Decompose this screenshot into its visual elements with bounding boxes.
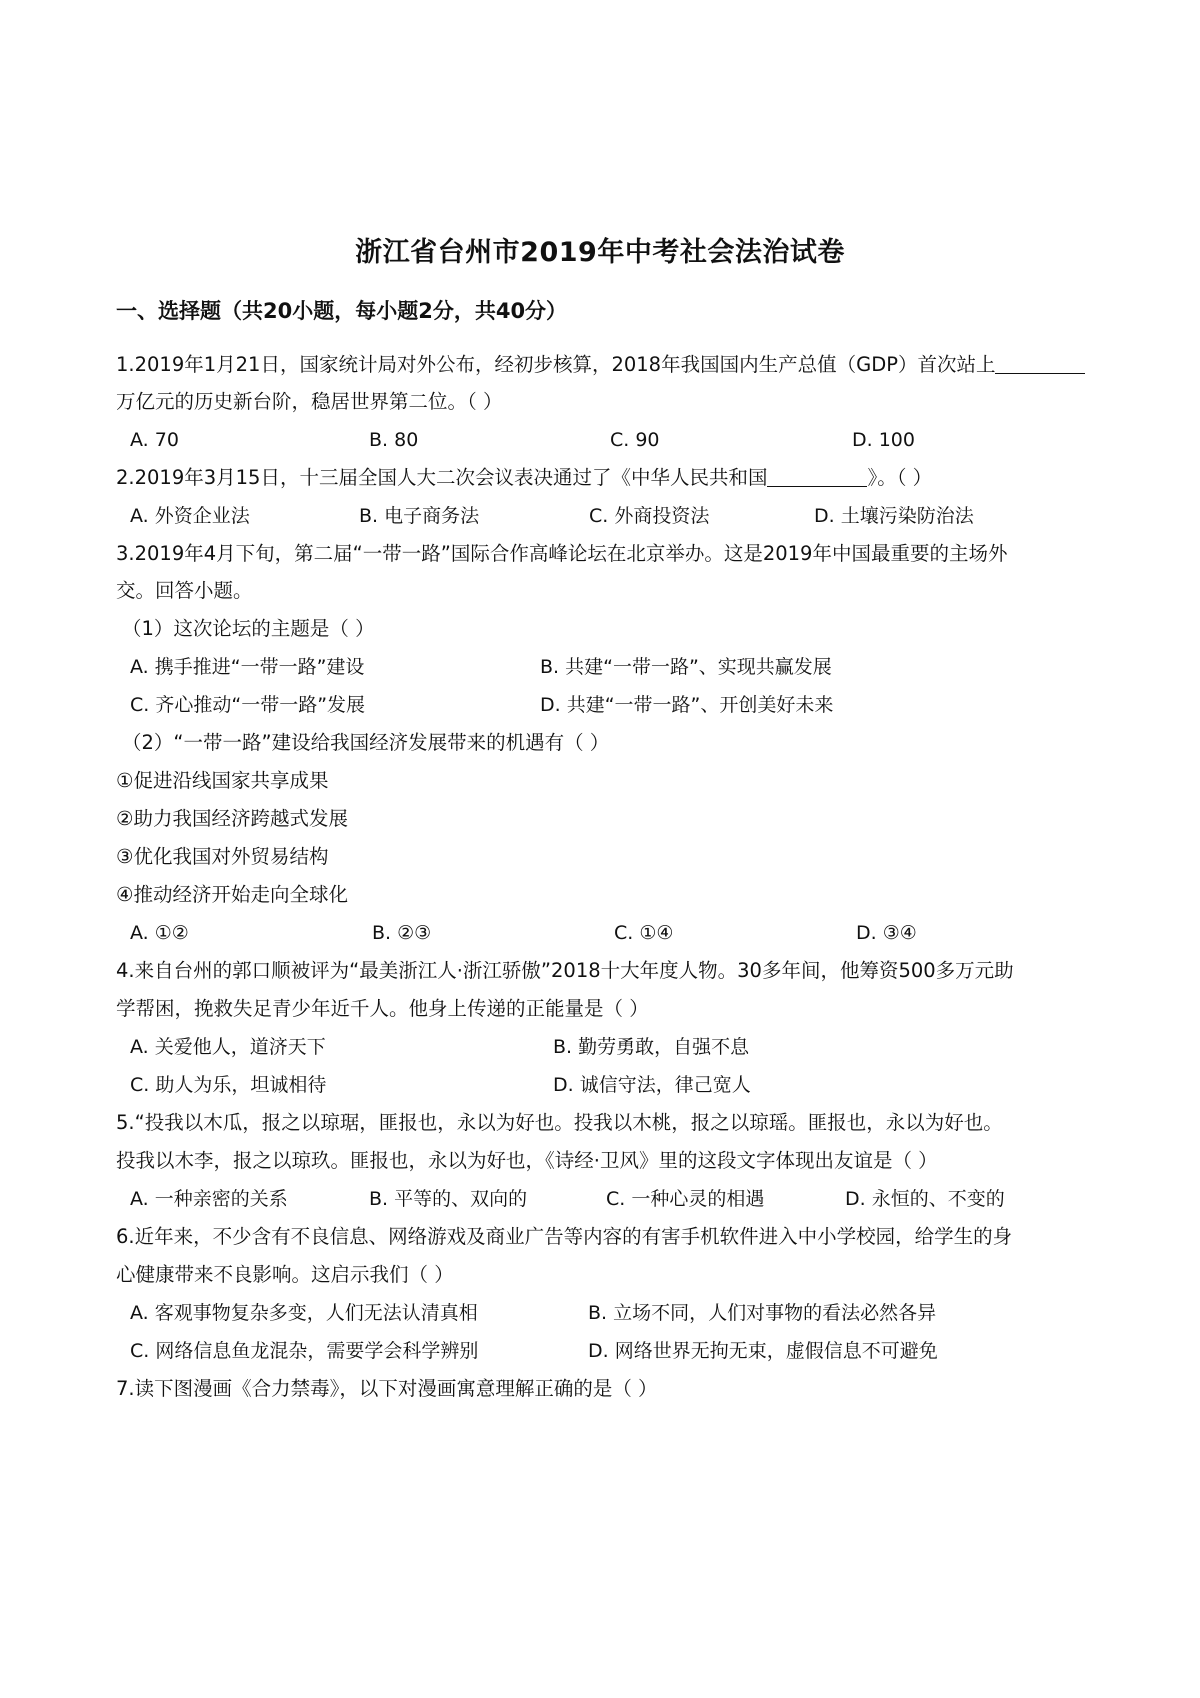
q3-statement-4: ④推动经济开始走向全球化 (116, 883, 348, 906)
q1-text: 1.2019年1月21日，国家统计局对外公布，经初步核算，2018年我国国内生产总值（GDP）首次站上 (116, 353, 996, 376)
q7-stem: 7.读下图漫画《合力禁毒》，以下对漫画寓意理解正确的是（ ） (116, 1377, 658, 1400)
q3-sub1-option-b: B. 共建“一带一路”、实现共赢发展 (540, 656, 832, 678)
q3-sub1-option-c: C. 齐心推动“一带一路”发展 (130, 694, 366, 716)
q1-stem-line1 (116, 352, 1096, 378)
q6-option-b: B. 立场不同，人们对事物的看法必然各异 (588, 1302, 937, 1324)
q5-stem-line1: 5.“投我以木瓜，报之以琼琚，匪报也，永以为好也。投我以木桃，报之以琼瑶。匪报也，永以为好也。 (116, 1111, 1003, 1134)
q4-option-a: A. 关爱他人，道济天下 (130, 1036, 326, 1058)
q5-option-d: D. 永恒的、不变的 (845, 1188, 1005, 1210)
q2-option-a: A. 外资企业法 (130, 505, 250, 527)
q5-stem-line2: 投我以木李，报之以琼玖。匪报也，永以为好也，《诗经·卫风》里的这段文字体现出友谊是（ ） (116, 1149, 938, 1172)
q3-sub2-option-c: C. ①④ (614, 922, 674, 944)
q3-statement-3: ③优化我国对外贸易结构 (116, 845, 329, 868)
q6-option-d: D. 网络世界无拘无束，虚假信息不可避免 (588, 1340, 938, 1362)
q3-sub1-option-d: D. 共建“一带一路”、开创美好未来 (540, 694, 834, 716)
q1-stem-line2: 万亿元的历史新台阶，稳居世界第二位。（ ） (116, 390, 503, 413)
q1-option-a: A. 70 (130, 429, 179, 451)
q2-option-b: B. 电子商务法 (359, 505, 480, 527)
section-heading: 一、选择题（共20小题，每小题2分，共40分） (116, 299, 568, 323)
q3-sub2-option-a: A. ①② (130, 922, 189, 944)
q6-stem-line2: 心健康带来不良影响。这启示我们（ ） (116, 1263, 454, 1286)
q3-sub2: （2）“一带一路”建设给我国经济发展带来的机遇有（ ） (122, 731, 610, 754)
q1-blank (995, 353, 1085, 374)
q6-option-a: A. 客观事物复杂多变，人们无法认清真相 (130, 1302, 478, 1324)
exam-title: 浙江省台州市2019年中考社会法治试卷 (355, 237, 845, 268)
q4-option-b: B. 勤劳勇敢，自强不息 (553, 1036, 750, 1058)
q1-option-b: B. 80 (369, 429, 419, 451)
q3-sub2-option-b: B. ②③ (372, 922, 432, 944)
q6-option-c: C. 网络信息鱼龙混杂，需要学会科学辨别 (130, 1340, 479, 1362)
q5-option-a: A. 一种亲密的关系 (130, 1188, 288, 1210)
q2-blank (767, 466, 867, 487)
q2-text-b: 》。（ ） (867, 466, 933, 489)
q3-sub1-option-a: A. 携手推进“一带一路”建设 (130, 656, 365, 678)
q5-option-c: C. 一种心灵的相遇 (606, 1188, 765, 1210)
q3-stem-line1: 3.2019年4月下旬，第二届“一带一路”国际合作高峰论坛在北京举办。这是2019年中国最重要的主场外 (116, 542, 1008, 565)
q1-option-d: D. 100 (852, 429, 915, 451)
q4-option-c: C. 助人为乐，坦诚相待 (130, 1074, 327, 1096)
q3-sub1: （1）这次论坛的主题是（ ） (122, 617, 375, 640)
q3-stem-line2: 交。回答小题。 (116, 579, 253, 602)
q4-stem-line2: 学帮困，挽救失足青少年近千人。他身上传递的正能量是（ ） (116, 997, 649, 1020)
q4-stem-line1: 4.来自台州的郭口顺被评为“最美浙江人·浙江骄傲”2018十大年度人物。30多年间，他筹资500多万元助 (116, 959, 1014, 982)
q3-statement-1: ①促进沿线国家共享成果 (116, 769, 329, 792)
q1-option-c: C. 90 (610, 429, 660, 451)
q2-option-c: C. 外商投资法 (589, 505, 710, 527)
q2-stem (116, 465, 932, 491)
q2-option-d: D. 土壤污染防治法 (814, 505, 974, 527)
q3-statement-2: ②助力我国经济跨越式发展 (116, 807, 348, 830)
q6-stem-line1: 6.近年来，不少含有不良信息、网络游戏及商业广告等内容的有害手机软件进入中小学校园，给学生的身 (116, 1225, 1013, 1248)
q4-option-d: D. 诚信守法，律己宽人 (553, 1074, 751, 1096)
q5-option-b: B. 平等的、双向的 (369, 1188, 528, 1210)
q3-sub2-option-d: D. ③④ (856, 922, 917, 944)
q2-text-a: 2.2019年3月15日，十三届全国人大二次会议表决通过了《中华人民共和国 (116, 466, 768, 489)
